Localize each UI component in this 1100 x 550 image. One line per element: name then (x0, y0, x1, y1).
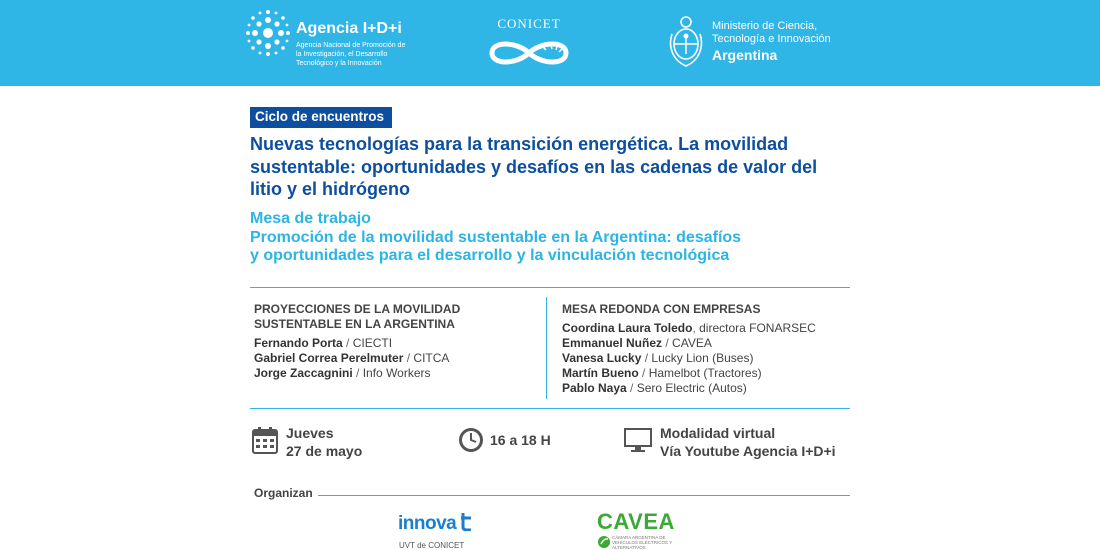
divider-middle (250, 408, 850, 409)
cavea-logo: CAVEA (597, 509, 675, 534)
speaker-org: Info Workers (362, 366, 431, 380)
innova-t-icon (461, 511, 473, 531)
ministerio-logo (668, 14, 868, 74)
panel-speaker-org: Lucky Lion (Buses) (651, 351, 754, 365)
agencia-subtitle: Agencia Nacional de Promoción de la Investigación, el Desarrollo Tecnológico y la Innovación (296, 42, 406, 67)
speaker-name: Fernando Porta (254, 336, 343, 350)
mode-channel: Vía Youtube Agencia I+D+i (660, 443, 836, 459)
calendar-icon (252, 426, 278, 454)
mode-type: Modalidad virtual (660, 425, 776, 441)
panel-speaker-row: Coordina Laura Toledo, directora FONARSEC (562, 321, 816, 335)
right-panel-heading: MESA REDONDA CON EMPRESAS (562, 302, 761, 316)
agencia-logo (246, 8, 426, 78)
divider-top (250, 287, 850, 288)
ministerio-line1: Ministerio de Ciencia, (712, 20, 818, 32)
divider-vertical (546, 297, 547, 399)
header-banner (0, 0, 1100, 86)
panel-speaker-name: Emmanuel Nuñez (562, 336, 663, 350)
event-time: 16 a 18 H (490, 432, 551, 448)
cavea-subtitle: CÁMARA ARGENTINA DE VEHÍCULOS ELÉCTRICOS Y ALTERNATIVOS (612, 535, 673, 550)
left-panel (254, 302, 539, 381)
speaker-org: CIECTI (352, 336, 393, 350)
date-day: 27 de mayo (286, 443, 363, 459)
panel-speaker-org: directora FONARSEC (699, 321, 816, 335)
speaker-name: Jorge Zaccagnini (254, 366, 353, 380)
panel-speaker-org: CAVEA (672, 336, 712, 350)
subtitle-line2: Promoción de la movilidad sustentable en la Argentina: desafíos (250, 228, 742, 246)
speaker-name: Gabriel Correa Perelmuter (254, 351, 404, 365)
subtitle-line3: y oportunidades para el desarrollo y la vinculación tecnológica (250, 247, 730, 264)
uvt-label: UVT de CONICET (399, 541, 465, 550)
ministerio-line2: Tecnología e Innovación (712, 33, 831, 45)
panel-speaker-row: Vanesa Lucky / Lucky Lion (Buses) (562, 351, 754, 365)
panel-speaker-name: Coordina Laura Toledo (562, 321, 693, 335)
subtitle-line1: Mesa de trabajo (250, 210, 371, 227)
event-mode (660, 424, 836, 460)
divider-bottom (318, 495, 850, 496)
argentina-coat-of-arms-icon (668, 14, 704, 70)
panel-speaker-row: Pablo Naya / Sero Electric (Autos) (562, 381, 747, 395)
agencia-logo-icon (246, 8, 290, 58)
date-weekday: Jueves (286, 425, 334, 441)
event-subtitle (250, 210, 810, 266)
left-panel-heading-line1: PROYECCIONES DE LA MOVILIDAD (254, 302, 461, 316)
ministerio-country: Argentina (712, 47, 778, 63)
speaker-row: Fernando Porta / CIECTI (254, 336, 393, 350)
speaker-row: Gabriel Correa Perelmuter / CITCA (254, 351, 450, 365)
cavea-leaf-icon (597, 535, 611, 549)
agencia-name: Agencia I+D+i (296, 20, 402, 37)
organizers-label: Organizan (254, 486, 313, 500)
panel-speaker-row: Martín Bueno / Hamelbot (Tractores) (562, 366, 762, 380)
event-title: Nuevas tecnologías para la transición energética. La movilidad sustentable: oportunidades y desafíos en las cadenas de valor del litio y el hidrógeno (250, 134, 818, 199)
speaker-org: CITCA (413, 351, 450, 365)
cycle-tag: Ciclo de encuentros (250, 107, 392, 128)
panel-speaker-org: Sero Electric (Autos) (636, 381, 747, 395)
conicet-logo (484, 16, 574, 76)
panel-speaker-name: Martín Bueno (562, 366, 639, 380)
panel-speaker-name: Pablo Naya (562, 381, 627, 395)
panel-speaker-name: Vanesa Lucky (562, 351, 642, 365)
left-panel-heading-line2: SUSTENTABLE EN LA ARGENTINA (254, 317, 455, 331)
panel-speaker-row: Emmanuel Nuñez / CAVEA (562, 336, 712, 350)
clock-icon (458, 427, 484, 453)
event-date (286, 424, 362, 460)
conicet-name: CONICET (497, 16, 561, 31)
monitor-icon (624, 428, 652, 454)
right-panel (562, 302, 852, 396)
conicet-logo-icon (486, 36, 572, 70)
speaker-row: Jorge Zaccagnini / Info Workers (254, 366, 431, 380)
innova-logo (398, 511, 473, 535)
panel-speaker-org: Hamelbot (Tractores) (648, 366, 762, 380)
innova-logo-text: innova (398, 513, 457, 534)
